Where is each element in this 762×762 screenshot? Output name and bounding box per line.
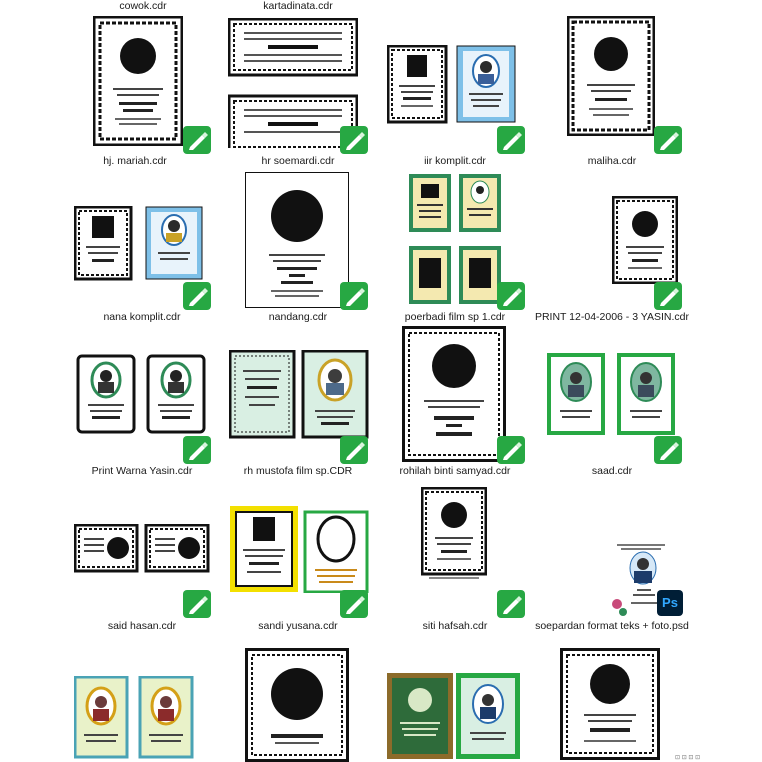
file-thumbnail[interactable] <box>386 672 522 760</box>
file-caption[interactable]: rh mustofa film sp.CDR <box>243 465 353 477</box>
coreldraw-file-icon <box>340 126 368 154</box>
file-thumbnail[interactable] <box>567 16 655 136</box>
file-thumbnail[interactable] <box>74 676 194 760</box>
file-thumbnail[interactable] <box>93 16 183 146</box>
file-thumbnail[interactable] <box>546 352 676 436</box>
file-thumbnail[interactable] <box>228 18 358 148</box>
coreldraw-file-icon <box>497 436 525 464</box>
file-thumbnail[interactable] <box>229 505 369 593</box>
file-caption[interactable]: iir komplit.cdr <box>424 155 486 167</box>
file-thumbnail[interactable] <box>74 524 210 574</box>
file-thumbnail[interactable] <box>402 326 506 462</box>
file-caption[interactable]: Print Warna Yasin.cdr <box>91 465 193 477</box>
file-caption[interactable]: kartadinata.cdr <box>263 0 333 12</box>
file-caption[interactable]: hj. mariah.cdr <box>103 155 167 167</box>
coreldraw-file-icon <box>340 436 368 464</box>
coreldraw-file-icon <box>497 126 525 154</box>
file-thumbnail[interactable] <box>229 350 369 440</box>
coreldraw-file-icon <box>183 282 211 310</box>
file-caption[interactable]: nana komplit.cdr <box>103 311 181 323</box>
coreldraw-file-icon <box>654 126 682 154</box>
coreldraw-file-icon <box>497 590 525 618</box>
file-caption[interactable]: poerbadi film sp 1.cdr <box>404 311 506 323</box>
file-thumbnail[interactable] <box>387 45 517 125</box>
file-thumbnail[interactable] <box>74 206 204 282</box>
file-caption[interactable]: sandi yusana.cdr <box>258 620 338 632</box>
file-caption[interactable]: hr soemardi.cdr <box>261 155 335 167</box>
file-caption[interactable]: nandang.cdr <box>268 311 328 323</box>
file-caption[interactable]: siti hafsah.cdr <box>422 620 488 632</box>
coreldraw-file-icon <box>340 590 368 618</box>
file-caption[interactable]: saad.cdr <box>591 465 633 477</box>
file-caption[interactable]: cowok.cdr <box>119 0 167 12</box>
coreldraw-file-icon <box>183 590 211 618</box>
coreldraw-file-icon <box>183 126 211 154</box>
photoshop-file-icon: Ps <box>657 590 683 616</box>
status-glyphs: ⊡ ⊡ ⊡ ⊡ <box>675 755 701 761</box>
file-thumbnail[interactable] <box>245 172 349 308</box>
file-thumbnail[interactable] <box>421 487 487 583</box>
coreldraw-file-icon <box>497 282 525 310</box>
file-caption[interactable]: said hasan.cdr <box>107 620 177 632</box>
coreldraw-file-icon <box>183 436 211 464</box>
coreldraw-file-icon <box>654 436 682 464</box>
file-thumbnail[interactable] <box>407 172 507 308</box>
coreldraw-file-icon <box>654 282 682 310</box>
file-caption[interactable]: maliha.cdr <box>587 155 637 167</box>
file-thumbnail[interactable] <box>612 196 678 284</box>
file-thumbnail[interactable] <box>245 648 349 762</box>
coreldraw-file-icon <box>340 282 368 310</box>
file-thumbnail[interactable] <box>560 648 660 760</box>
file-thumbnail[interactable] <box>76 354 206 434</box>
file-caption[interactable]: soepardan format teks + foto.psd <box>535 620 689 632</box>
file-caption[interactable]: rohilah binti samyad.cdr <box>399 465 511 477</box>
file-caption[interactable]: PRINT 12-04-2006 - 3 YASIN.cdr <box>534 311 690 323</box>
